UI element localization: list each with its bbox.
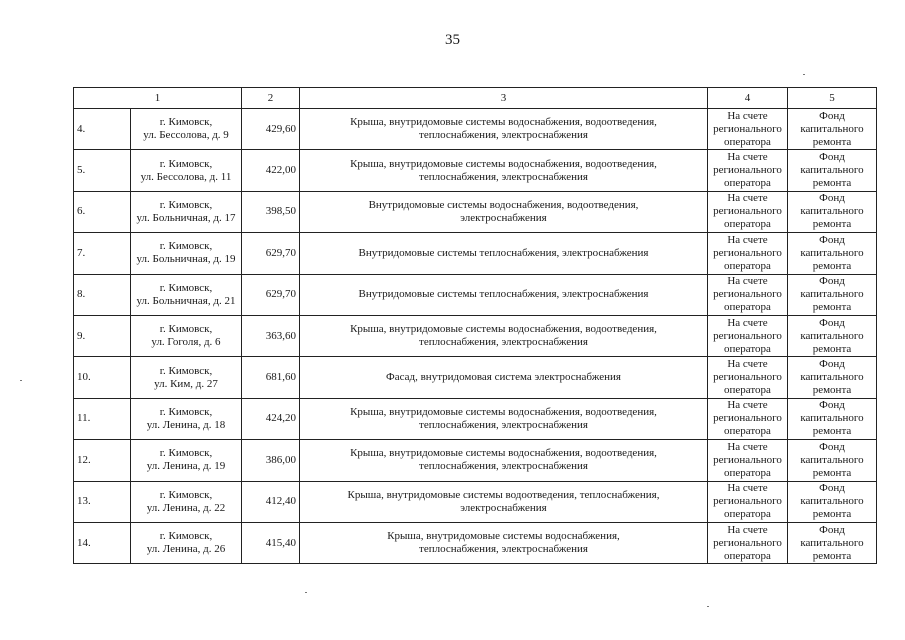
funding-method-cell — [788, 398, 877, 439]
works-cell — [300, 109, 708, 150]
funding-method-line: Фонд — [819, 151, 845, 164]
address-cell — [131, 191, 242, 232]
address-street: ул. Ленина, д. 18 — [146, 418, 226, 431]
account-owner-line: оператора — [724, 218, 771, 231]
funding-method-cell — [788, 150, 877, 191]
works-line: Внутридомовые системы теплоснабжения, электроснабжения — [358, 246, 649, 259]
account-owner-line: регионального — [713, 122, 782, 135]
table-row — [74, 357, 877, 398]
account-owner-cell — [708, 440, 788, 481]
area-cell: 386,00 — [242, 440, 300, 481]
row-number: 10. — [74, 357, 131, 398]
works-cell — [300, 440, 708, 481]
row-number: 14. — [74, 522, 131, 563]
area-cell: 363,60 — [242, 315, 300, 356]
funding-method-cell — [788, 357, 877, 398]
address-cell — [131, 150, 242, 191]
account-owner-cell — [708, 191, 788, 232]
account-owner-line: На счете — [727, 192, 768, 205]
address-city: г. Кимовск, — [159, 116, 213, 129]
works-cell — [300, 191, 708, 232]
account-owner-line: оператора — [724, 259, 771, 272]
account-owner-line: регионального — [713, 371, 782, 384]
table-row — [74, 191, 877, 232]
funding-method-line: ремонта — [812, 135, 852, 148]
header-col-3: 3 — [300, 88, 708, 109]
account-owner-line: регионального — [713, 329, 782, 342]
row-number: 9. — [74, 315, 131, 356]
scan-speck — [707, 606, 709, 607]
area-cell: 415,40 — [242, 522, 300, 563]
funding-method-line: капитального — [800, 288, 864, 301]
funding-method-cell — [788, 274, 877, 315]
funding-method-line: Фонд — [819, 523, 845, 536]
account-owner-cell — [708, 150, 788, 191]
table-row — [74, 522, 877, 563]
address-street: ул. Бессолова, д. 11 — [140, 170, 232, 183]
funding-method-line: ремонта — [812, 342, 852, 355]
area-cell: 629,70 — [242, 274, 300, 315]
address-city: г. Кимовск, — [159, 488, 213, 501]
account-owner-line: регионального — [713, 453, 782, 466]
address-street: ул. Ким, д. 27 — [154, 377, 218, 390]
works-line: электроснабжения — [460, 501, 547, 514]
area-cell: 629,70 — [242, 233, 300, 274]
funding-method-line: Фонд — [819, 440, 845, 453]
funding-method-line: капитального — [800, 453, 864, 466]
funding-method-cell — [788, 233, 877, 274]
address-city: г. Кимовск, — [159, 157, 213, 170]
scan-speck — [803, 74, 805, 75]
header-col-5: 5 — [788, 88, 877, 109]
works-line: Крыша, внутридомовые системы водоснабжения, водоотведения, — [350, 405, 657, 418]
address-city: г. Кимовск, — [159, 281, 213, 294]
works-line: теплоснабжения, электроснабжения — [419, 418, 588, 431]
works-cell — [300, 315, 708, 356]
works-cell — [300, 150, 708, 191]
table-row — [74, 109, 877, 150]
funding-method-line: ремонта — [812, 301, 852, 314]
table-row — [74, 440, 877, 481]
account-owner-line: оператора — [724, 301, 771, 314]
works-line: теплоснабжения, электроснабжения — [419, 170, 588, 183]
account-owner-line: регионального — [713, 205, 782, 218]
funding-method-line: ремонта — [812, 259, 852, 272]
funding-method-cell — [788, 440, 877, 481]
account-owner-line: На счете — [727, 233, 768, 246]
funding-method-cell — [788, 481, 877, 522]
account-owner-line: На счете — [727, 399, 768, 412]
account-owner-cell — [708, 481, 788, 522]
address-city: г. Кимовск, — [159, 323, 213, 336]
works-line: теплоснабжения, электроснабжения — [419, 460, 588, 473]
funding-method-line: капитального — [800, 205, 864, 218]
account-owner-line: оператора — [724, 425, 771, 438]
works-line: Внутридомовые системы теплоснабжения, электроснабжения — [358, 288, 649, 301]
account-owner-line: регионального — [713, 288, 782, 301]
account-owner-cell — [708, 274, 788, 315]
funding-method-line: капитального — [800, 412, 864, 425]
funding-method-line: капитального — [800, 536, 864, 549]
account-owner-cell — [708, 357, 788, 398]
address-street: ул. Больничная, д. 19 — [136, 253, 236, 266]
header-row — [74, 88, 877, 109]
row-number: 4. — [74, 109, 131, 150]
program-table — [73, 87, 877, 564]
account-owner-line: оператора — [724, 342, 771, 355]
funding-method-cell — [788, 191, 877, 232]
funding-method-line: ремонта — [812, 549, 852, 562]
account-owner-line: оператора — [724, 466, 771, 479]
funding-method-line: капитального — [800, 246, 864, 259]
works-cell — [300, 522, 708, 563]
table-row — [74, 315, 877, 356]
funding-method-line: Фонд — [819, 192, 845, 205]
area-cell: 424,20 — [242, 398, 300, 439]
account-owner-line: регионального — [713, 246, 782, 259]
address-cell — [131, 357, 242, 398]
works-line: Крыша, внутридомовые системы водоснабжения, водоотведения, — [350, 447, 657, 460]
address-cell — [131, 315, 242, 356]
page-number: 35 — [445, 32, 460, 48]
funding-method-line: капитального — [800, 164, 864, 177]
area-cell: 681,60 — [242, 357, 300, 398]
address-cell — [131, 109, 242, 150]
funding-method-line: ремонта — [812, 218, 852, 231]
works-line: Крыша, внутридомовые системы водоснабжения, водоотведения, — [350, 323, 657, 336]
row-number: 8. — [74, 274, 131, 315]
scan-speck — [20, 380, 22, 381]
address-city: г. Кимовск, — [159, 530, 213, 543]
account-owner-cell — [708, 109, 788, 150]
works-cell — [300, 274, 708, 315]
row-number: 13. — [74, 481, 131, 522]
address-cell — [131, 398, 242, 439]
works-line: электроснабжения — [460, 211, 547, 224]
funding-method-line: Фонд — [819, 399, 845, 412]
account-owner-line: оператора — [724, 135, 771, 148]
works-line: теплоснабжения, электроснабжения — [419, 129, 588, 142]
account-owner-line: На счете — [727, 275, 768, 288]
works-line: теплоснабжения, электроснабжения — [419, 336, 588, 349]
address-city: г. Кимовск, — [159, 364, 213, 377]
funding-method-cell — [788, 109, 877, 150]
funding-method-cell — [788, 522, 877, 563]
funding-method-line: капитального — [800, 329, 864, 342]
account-owner-cell — [708, 522, 788, 563]
funding-method-line: капитального — [800, 495, 864, 508]
account-owner-line: На счете — [727, 358, 768, 371]
row-number: 7. — [74, 233, 131, 274]
account-owner-line: регионального — [713, 536, 782, 549]
account-owner-cell — [708, 315, 788, 356]
address-street: ул. Ленина, д. 22 — [146, 501, 226, 514]
scan-speck — [305, 592, 307, 593]
works-line: теплоснабжения, электроснабжения — [419, 543, 588, 556]
works-line: Крыша, внутридомовые системы водоснабжения, водоотведения, — [350, 157, 657, 170]
funding-method-line: Фонд — [819, 109, 845, 122]
account-owner-line: регионального — [713, 164, 782, 177]
table-row — [74, 150, 877, 191]
address-street: ул. Ленина, д. 26 — [146, 543, 226, 556]
funding-method-line: ремонта — [812, 425, 852, 438]
table-row — [74, 398, 877, 439]
funding-method-line: ремонта — [812, 177, 852, 190]
row-number: 5. — [74, 150, 131, 191]
works-line: Крыша, внутридомовые системы водоотведения, теплоснабжения, — [347, 488, 660, 501]
account-owner-line: На счете — [727, 151, 768, 164]
account-owner-cell — [708, 398, 788, 439]
account-owner-line: регионального — [713, 412, 782, 425]
account-owner-line: На счете — [727, 482, 768, 495]
address-cell — [131, 522, 242, 563]
account-owner-line: регионального — [713, 495, 782, 508]
address-cell — [131, 440, 242, 481]
table-row — [74, 233, 877, 274]
works-line: Внутридомовые системы водоснабжения, водоотведения, — [368, 198, 639, 211]
account-owner-line: оператора — [724, 549, 771, 562]
funding-method-line: Фонд — [819, 482, 845, 495]
address-city: г. Кимовск, — [159, 198, 213, 211]
address-street: ул. Ленина, д. 19 — [146, 460, 226, 473]
funding-method-line: ремонта — [812, 384, 852, 397]
account-owner-line: оператора — [724, 508, 771, 521]
works-line: Крыша, внутридомовые системы водоснабжения, — [387, 530, 620, 543]
address-cell — [131, 481, 242, 522]
address-city: г. Кимовск, — [159, 447, 213, 460]
address-street: ул. Больничная, д. 21 — [136, 294, 236, 307]
table-row — [74, 274, 877, 315]
works-cell — [300, 398, 708, 439]
address-street: ул. Больничная, д. 17 — [136, 211, 236, 224]
funding-method-line: капитального — [800, 371, 864, 384]
header-col-4: 4 — [708, 88, 788, 109]
funding-method-line: Фонд — [819, 316, 845, 329]
funding-method-line: капитального — [800, 122, 864, 135]
row-number: 6. — [74, 191, 131, 232]
works-cell — [300, 481, 708, 522]
account-owner-line: На счете — [727, 440, 768, 453]
funding-method-line: ремонта — [812, 508, 852, 521]
works-cell — [300, 233, 708, 274]
account-owner-cell — [708, 233, 788, 274]
funding-method-line: Фонд — [819, 358, 845, 371]
funding-method-line: Фонд — [819, 233, 845, 246]
account-owner-line: На счете — [727, 316, 768, 329]
works-line: Крыша, внутридомовые системы водоснабжения, водоотведения, — [350, 116, 657, 129]
funding-method-cell — [788, 315, 877, 356]
header-col-2: 2 — [242, 88, 300, 109]
account-owner-line: оператора — [724, 384, 771, 397]
address-city: г. Кимовск, — [159, 405, 213, 418]
works-line: Фасад, внутридомовая система электроснабжения — [386, 371, 621, 384]
header-col-1: 1 — [74, 88, 242, 109]
works-cell — [300, 357, 708, 398]
address-city: г. Кимовск, — [159, 240, 213, 253]
address-street: ул. Гоголя, д. 6 — [151, 336, 221, 349]
area-cell: 412,40 — [242, 481, 300, 522]
area-cell: 398,50 — [242, 191, 300, 232]
area-cell: 422,00 — [242, 150, 300, 191]
address-cell — [131, 233, 242, 274]
row-number: 11. — [74, 398, 131, 439]
account-owner-line: оператора — [724, 177, 771, 190]
funding-method-line: ремонта — [812, 466, 852, 479]
address-cell — [131, 274, 242, 315]
funding-method-line: Фонд — [819, 275, 845, 288]
area-cell: 429,60 — [242, 109, 300, 150]
account-owner-line: На счете — [727, 109, 768, 122]
table-row — [74, 481, 877, 522]
account-owner-line: На счете — [727, 523, 768, 536]
address-street: ул. Бессолова, д. 9 — [143, 129, 229, 142]
row-number: 12. — [74, 440, 131, 481]
